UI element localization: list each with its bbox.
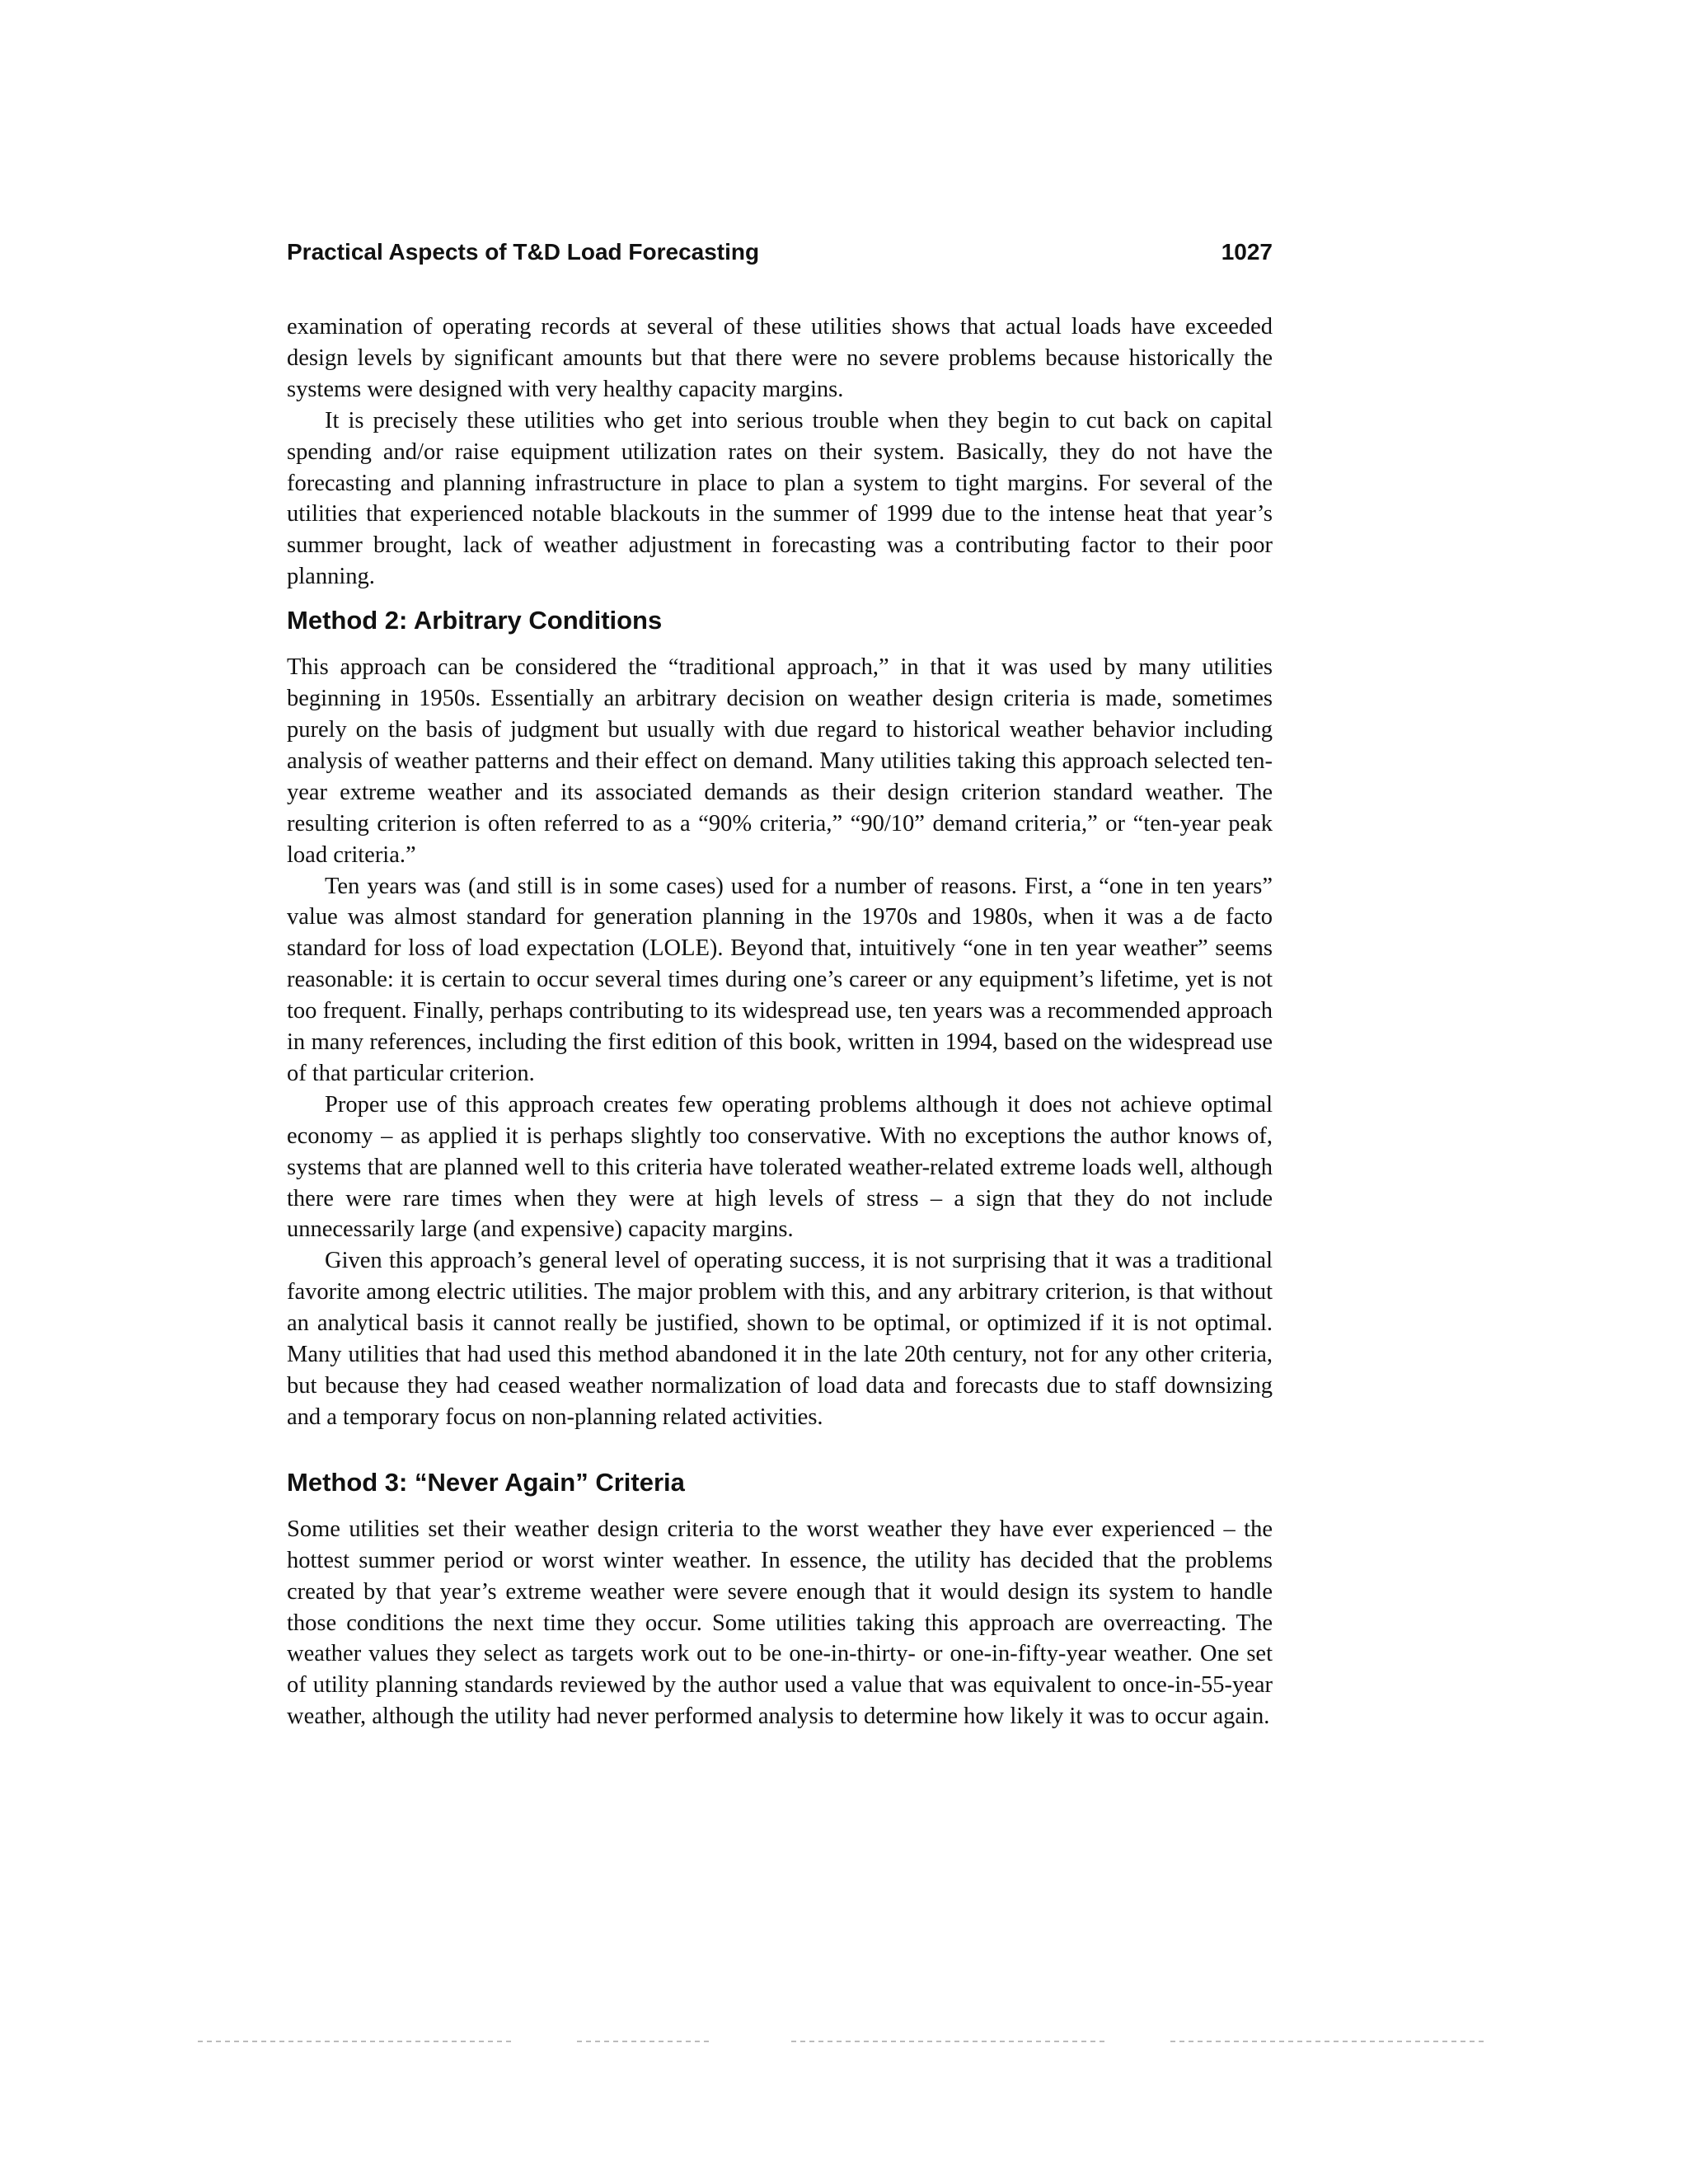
running-head (287, 236, 1273, 269)
paragraph: Proper use of this approach creates few operating problems although it does not achieve optimal economy – as applied it is perhaps slightly too conservative. With no exceptions the author knows of, systems that are planned well to this criteria have tolerated weather-related extreme loads well, although there were rare times when they were at high levels of stress – a sign that they do not include unnecessarily large (and expensive) capacity margins. (287, 1091, 1273, 1243)
paragraph: It is precisely these utilities who get into serious trouble when they begin to cut back on capital spending and/or raise equipment utilization rates on their system. Basically, they do not have the forecasting and planning infrastructure in place to plan a system to tight margins. For several of the utilities that experienced notable blackouts in the summer of 1999 due to the intense heat that year’s summer brought, lack of weather adjustment in forecasting was a contributing factor to their poor planning. (287, 407, 1273, 590)
paragraph: This approach can be considered the “traditional approach,” in that it was used by many utilities beginning in 1950s. Essentially an arbitrary decision on weather design criteria is made, sometimes purely on the basis of judgment but usually with due regard to historical weather behavior including analysis of weather patterns and their effect on demand. Many utilities taking this approach selected ten-year extreme weather and its associated demands as their design criterion standard weather. The resulting criterion is often referred to as a “90% criteria,” “90/10” demand criteria,” or “ten-year peak load criteria.” (287, 654, 1273, 868)
scan-artifact-line (198, 2041, 1484, 2044)
paragraph: Some utilities set their weather design criteria to the worst weather they have ever experienced – the hottest summer period or worst winter weather. In essence, the utility has decided that the problems created by that year’s extreme weather were severe enough that it would design its system to handle those conditions the next time they occur. Some utilities taking this approach are overreacting. The weather values they select as targets work out to be one-in-thirty- or one-in-fifty-year weather. One set of utility planning standards reviewed by the author used a value that was equivalent to once-in-55-year weather, although the utility had never performed analysis to determine how likely it was to occur again. (287, 1516, 1273, 1730)
page-number: 1027 (1221, 239, 1273, 265)
paragraph: Ten years was (and still is in some cases) used for a number of reasons. First, a “one in ten years” value was almost standard for generation planning in the 1970s and 1980s, when it was a de facto standard for loss of load expectation (LOLE). Beyond that, intuitively “one in ten year weather” seems reasonable: it is certain to occur several times during one’s career or any equipment’s lifetime, yet is not too frequent. Finally, perhaps contributing to its widespread use, ten years was a recommended approach in many references, including the first edition of this book, written in 1994, based on the widespread use of that particular criterion. (287, 873, 1273, 1086)
section-heading: Method 2: Arbitrary Conditions (287, 606, 663, 635)
paragraph: examination of operating records at several of these utilities shows that actual loads have exceeded design levels by significant amounts but that there were no severe problems because historically the systems were designed with very healthy capacity margins. (287, 314, 1273, 402)
section-heading: Method 3: “Never Again” Criteria (287, 1467, 685, 1497)
paragraph: Given this approach’s general level of operating success, it is not surprising that it was a traditional favorite among electric utilities. The major problem with this, and any arbitrary criterion, is that without an analytical basis it cannot really be justified, shown to be optimal, or optimized if it is not optimal. Many utilities that had used this method abandoned it in the late 20th century, not for any other criteria, but because they had ceased weather normalization of load data and forecasts due to staff downsizing and a temporary focus on non-planning related activities. (287, 1248, 1273, 1430)
chapter-title: Practical Aspects of T&D Load Forecasting (287, 239, 760, 265)
book-page (287, 236, 1273, 1732)
body-text (287, 312, 1273, 1732)
